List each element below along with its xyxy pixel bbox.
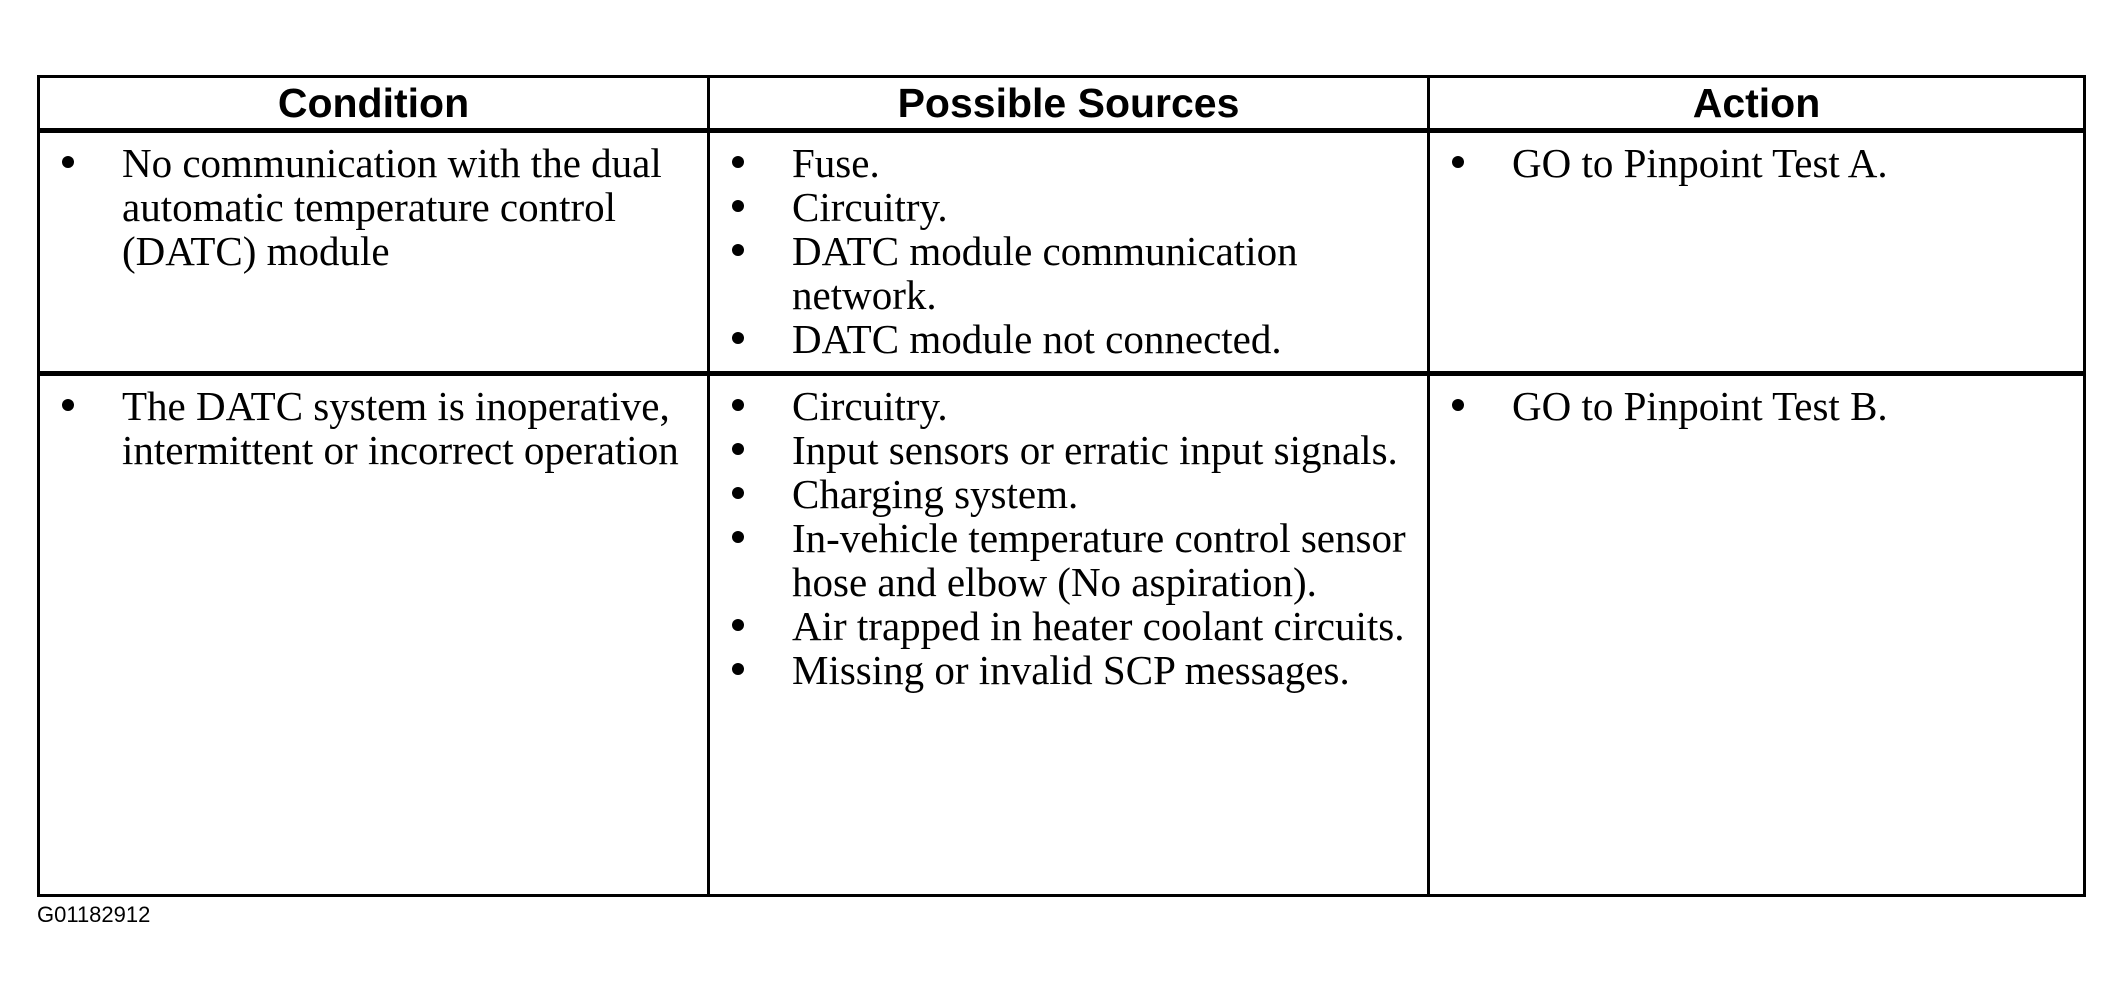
list-item [710,384,1427,428]
table-row [39,374,2085,896]
condition-list [40,384,707,472]
action-list [1430,384,2083,428]
action-list [1430,141,2083,185]
figure-id: G01182912 [37,902,151,927]
bullet-icon [732,487,744,499]
source-text: Air trapped in heater coolant circuits. [792,603,1405,649]
list-item [710,472,1427,516]
sources-list [710,384,1427,692]
bullet-icon [62,399,74,411]
bullet-icon [1452,399,1464,411]
condition-cell [39,131,709,374]
condition-text: The DATC system is inoperative, intermittent or incorrect operation [122,383,679,473]
list-item [710,516,1427,604]
source-text: Charging system. [792,471,1079,517]
bullet-icon [1452,156,1464,168]
condition-text: No communication with the dual automatic temperature control (DATC) module [122,140,662,274]
diagnosis-table [37,75,2086,897]
list-item [710,604,1427,648]
sources-cell [709,374,1429,896]
bullet-icon [732,200,744,212]
source-text: Fuse. [792,140,880,186]
list-item [40,141,707,273]
condition-list [40,141,707,273]
list-item [710,428,1427,472]
header-condition: Condition [39,77,709,131]
header-action: Action [1429,77,2085,131]
list-item [1430,141,2083,185]
bullet-icon [732,663,744,675]
list-item [710,317,1427,361]
list-item [710,141,1427,185]
bullet-icon [732,399,744,411]
bullet-icon [732,443,744,455]
sources-list [710,141,1427,361]
action-cell [1429,374,2085,896]
header-row [39,77,2085,131]
bullet-icon [62,156,74,168]
table-row [39,131,2085,374]
list-item [710,229,1427,317]
list-item [710,185,1427,229]
source-text: In-vehicle temperature control sensor hose and elbow (No aspiration). [792,515,1406,605]
source-text: Circuitry. [792,383,948,429]
bullet-icon [732,531,744,543]
list-item [40,384,707,472]
condition-cell [39,374,709,896]
header-possible-sources: Possible Sources [709,77,1429,131]
source-text: Missing or invalid SCP messages. [792,647,1350,693]
source-text: Circuitry. [792,184,948,230]
source-text: DATC module not connected. [792,316,1282,362]
list-item [710,648,1427,692]
action-text: GO to Pinpoint Test B. [1512,383,1888,429]
list-item [1430,384,2083,428]
action-text: GO to Pinpoint Test A. [1512,140,1888,186]
source-text: Input sensors or erratic input signals. [792,427,1398,473]
bullet-icon [732,619,744,631]
source-text: DATC module communication network. [792,228,1298,318]
bullet-icon [732,156,744,168]
sources-cell [709,131,1429,374]
bullet-icon [732,332,744,344]
bullet-icon [732,244,744,256]
action-cell [1429,131,2085,374]
